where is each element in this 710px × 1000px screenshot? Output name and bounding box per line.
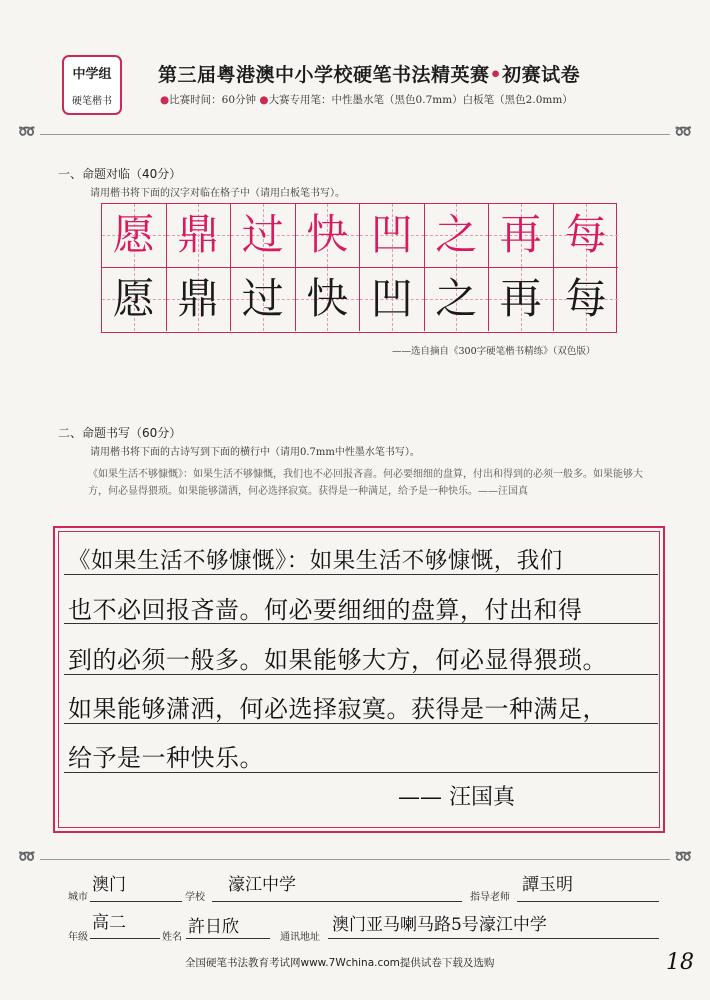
info-pens: 大赛专用笔：中性墨水笔（黑色0.7mm）白板笔（黑色2.0mm）	[268, 94, 573, 106]
written-character: 鼎	[177, 273, 220, 323]
grid-cell	[167, 268, 232, 332]
written-character: 再	[499, 273, 542, 323]
source-note: ——选自摘自《300字硬笔楷书精练》（双色版）	[392, 346, 596, 357]
school-label: 学校	[185, 892, 205, 903]
info-dot-icon: ●	[259, 94, 269, 106]
model-character: 凹	[370, 210, 413, 259]
written-line: 到的必须一般多。如果能够大方，何必显得猥琐。	[68, 646, 607, 674]
name-field-line	[186, 938, 270, 939]
section2-instruction: 请用楷书将下面的古诗写到下面的横行中（请用0.7mm中性墨水笔书写）。	[90, 447, 420, 458]
school-field-line	[212, 901, 462, 902]
info-dot-icon: ●	[160, 94, 170, 106]
model-character: 快	[306, 210, 349, 259]
footer-text: 全国硬笔书法教育考试网www.7Wchina.com提供试卷下载及选购	[185, 957, 495, 969]
city-label: 城市	[68, 892, 88, 903]
scroll-ornament-icon: ➿	[18, 849, 36, 865]
author-signature: —— 汪国真	[398, 785, 515, 810]
grid-cell	[489, 268, 554, 332]
exam-info	[160, 92, 573, 107]
badge-group: 中学组	[72, 67, 112, 82]
badge-style: 硬笔楷书	[72, 96, 112, 107]
written-character: 凹	[370, 273, 413, 323]
address-value: 澳门亚马喇马路5号濠江中学	[332, 915, 547, 935]
model-character: 过	[241, 210, 284, 259]
grid-cell	[360, 268, 425, 332]
grid-cell	[231, 204, 296, 268]
written-character: 每	[564, 273, 607, 323]
ornament-divider	[18, 849, 692, 867]
title-dot: •	[489, 64, 503, 86]
category-badge	[62, 55, 122, 115]
page-number: 18	[666, 950, 694, 975]
grid-cell	[102, 268, 167, 332]
grid-cell	[425, 204, 490, 268]
written-line: 给予是一种快乐。	[68, 744, 264, 772]
model-character: 每	[564, 210, 607, 259]
scroll-ornament-icon: ➿	[18, 124, 36, 140]
model-character: 鼎	[177, 210, 220, 259]
ornament-divider	[18, 124, 692, 142]
teacher-field-line	[517, 901, 659, 902]
model-character: 愿	[112, 210, 155, 259]
section1-instruction: 请用楷书将下面的汉字对临在格子中（请用白板笔书写）。	[90, 188, 345, 199]
name-label: 姓名	[162, 932, 182, 943]
grade-label: 年级	[68, 932, 88, 943]
grid-cell	[231, 268, 296, 332]
school-value: 濠江中学	[228, 875, 296, 895]
grid-cell	[489, 204, 554, 268]
written-line: 也不必回报吝啬。何必要细细的盘算，付出和得	[68, 596, 583, 624]
poem-text: 《如果生活不够慷慨》：如果生活不够慷慨，我们也不必回报吝啬。何必要细细的盘算，付出和得到的必须一般多。如果能够大方，何必显得猥琐。如果能够潇洒，何必选择寂寞。获得是一种满足，给予是一种快乐。——汪国真	[88, 469, 643, 497]
name-value: 許日欣	[188, 917, 239, 937]
written-character: 快	[306, 273, 349, 323]
written-character: 过	[241, 273, 284, 323]
grade-field-line	[90, 938, 160, 939]
grid-cell	[102, 204, 167, 268]
model-character: 再	[499, 210, 542, 259]
grade-value: 高二	[92, 913, 126, 933]
grid-cell	[296, 268, 361, 332]
scroll-ornament-icon: ➿	[674, 849, 692, 865]
address-field-line	[328, 938, 659, 939]
section2-heading: 二、命题书写（60分）	[58, 426, 182, 440]
model-character: 之	[435, 210, 478, 259]
teacher-value: 譚玉明	[522, 875, 573, 895]
grid-cell	[167, 204, 232, 268]
title-round: 初赛试卷	[502, 64, 581, 86]
written-line: 《如果生活不够慷慨》：如果生活不够慷慨，我们	[68, 548, 563, 574]
scroll-ornament-icon: ➿	[674, 124, 692, 140]
teacher-label: 指导老师	[470, 892, 510, 903]
written-character: 愿	[112, 273, 155, 323]
grid-cell	[554, 204, 619, 268]
city-field-line	[90, 901, 182, 902]
city-value: 澳门	[92, 875, 126, 895]
written-line: 如果能够潇洒，何必选择寂寞。获得是一种满足，	[68, 695, 607, 723]
section1-heading: 一、命题对临（40分）	[58, 167, 182, 181]
grid-cell	[554, 268, 619, 332]
grid-cell	[296, 204, 361, 268]
written-character: 之	[435, 273, 478, 323]
grid-cell	[425, 268, 490, 332]
address-label: 通讯地址	[280, 932, 320, 943]
page-title	[158, 60, 580, 87]
info-time: 比赛时间：60分钟	[169, 94, 257, 106]
character-grid	[101, 203, 617, 333]
grid-cell	[360, 204, 425, 268]
title-main: 第三届粤港澳中小学校硬笔书法精英赛	[158, 64, 490, 86]
